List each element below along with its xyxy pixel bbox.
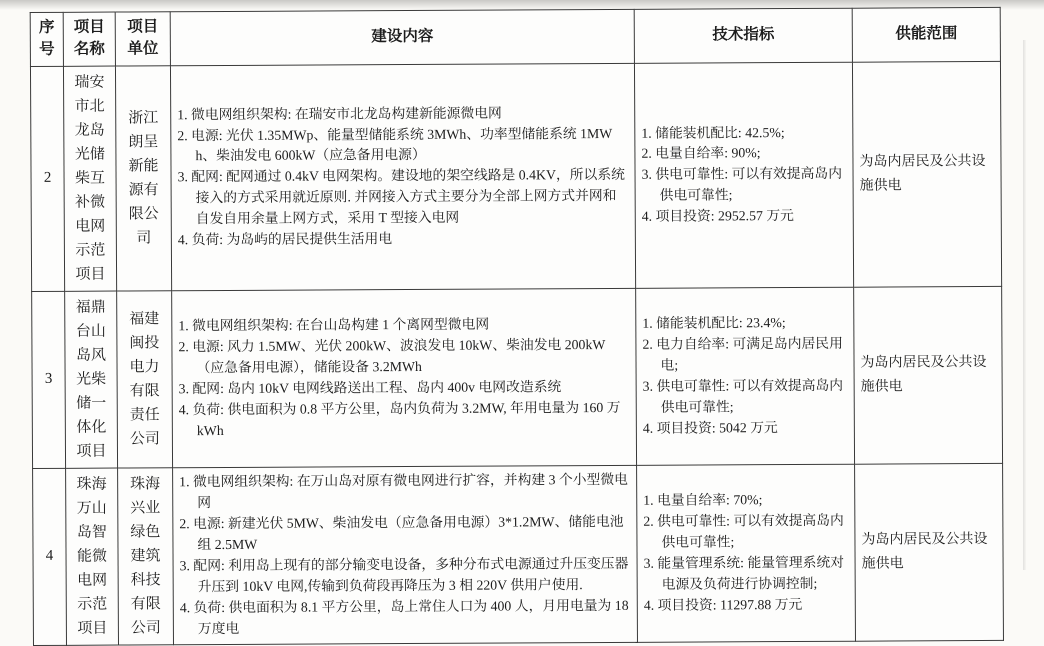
indicator-item: 1. 储能装机配比: 23.4%;: [642, 315, 786, 331]
col-header-construction: [170, 9, 634, 65]
col-header-project-unit: [115, 12, 170, 66]
col-header-index-label: 序号: [38, 18, 55, 59]
content-item: 4. 负荷: 为岛屿的居民提供生活用电: [177, 231, 393, 248]
technical-indicators: [637, 464, 856, 642]
row-index: 4: [33, 468, 67, 645]
content-item: 3. 配网: 利用岛上现有的部分输变电设备，多种分布式电源通过升压变压器升压到 10kV 电网,传输到负荷段再降压为 3 相 220V 供用户使用.: [179, 555, 629, 595]
content-item: 2. 电源: 风力 1.5MW、光伏 200kW、波浪发电 10kW、柴油发电 200kW（应急备用电源），储能设备 3.2MWh: [178, 336, 606, 376]
indicator-item: 3. 供电可靠性: 可以有效提高岛内供电可靠性;: [641, 166, 843, 204]
indicator-item: 3. 供电可靠性: 可以有效提高岛内供电可靠性;: [642, 377, 844, 415]
indicator-item: 4. 项目投资: 2952.57 万元: [641, 208, 794, 225]
col-header-project-name-label: 项目名称: [73, 18, 105, 59]
technical-indicators: [634, 62, 853, 288]
supply-scope: 为岛内居民及公共设施供电: [855, 463, 1004, 641]
construction-content: [173, 465, 638, 644]
scanned-document: [30, 7, 1004, 646]
content-item: 1. 微电网组织架构: 在万山岛对原有微电网进行扩容，并构建 3 个小型微电网: [179, 471, 628, 511]
content-item: 1. 微电网组织架构: 在台山岛构建 1 个离网型微电网: [178, 316, 490, 334]
content-item: 4. 负荷: 供电面积为 0.8 平方公里，岛内负荷为 3.2MW, 年用电量为 160 万 kWh: [178, 399, 621, 439]
construction-content: [172, 288, 637, 467]
page-edge-shadow: [1023, 40, 1026, 570]
col-header-supply-scope-label: 供能范围: [895, 25, 958, 43]
row-index: 3: [32, 291, 66, 468]
project-unit: 珠海兴业绿色建筑科技有限公司: [118, 468, 174, 645]
content-item: 2. 电源: 光伏 1.35MWp、能量型储能系统 3MWh、功率型储能系统 1MWh、柴油发电 600kW（应急备用电源）: [177, 125, 613, 164]
project-name: 瑞安市北龙岛光储柴互补微电网示范项目: [63, 66, 116, 291]
indicator-item: 2. 电力自给率: 可满足岛内居民用电;: [642, 335, 843, 373]
indicator-item: 4. 项目投资: 11297.88 万元: [643, 596, 803, 613]
supply-scope: 为岛内居民及公共设施供电: [852, 61, 1001, 287]
content-item: 1. 微电网组织架构: 在瑞安市北龙岛构建新能源微电网: [177, 105, 502, 122]
col-header-construction-label: 建设内容: [371, 28, 434, 46]
microgrid-projects-table: [30, 7, 1004, 646]
indicator-item: 3. 能量管理系统: 能量管理系统对电源及负荷进行协调控制;: [643, 554, 845, 592]
col-header-supply-scope: [852, 7, 1000, 62]
supply-scope: 为岛内居民及公共设施供电: [854, 286, 1003, 464]
project-name: 珠海万山岛智能微电网示范项目: [66, 468, 119, 645]
project-unit: 福建闽投电力有限责任公司: [117, 291, 173, 468]
col-header-indicators: [634, 8, 852, 63]
project-unit: 浙江朗呈新能源有限公司: [115, 66, 171, 291]
table-row-project-3: [32, 286, 1003, 468]
construction-content: [170, 63, 635, 290]
technical-indicators: [636, 287, 855, 465]
col-header-project-unit-label: 项目单位: [127, 18, 159, 58]
col-header-indicators-label: 技术指标: [712, 26, 775, 44]
content-item: 3. 配网: 配网通过 0.4kV 电网架构。建设地的架空线路是 0.4KV，所以系统接入的方式采用就近原则. 并网接入方式主要分为全部上网方式并网和自发自用余量上网方式，采用 T 型接入电网: [177, 167, 625, 227]
indicator-item: 4. 项目投资: 5042 万元: [642, 419, 778, 436]
table-row-project-4: [33, 463, 1004, 645]
content-item: 2. 电源: 新建光伏 5MW、柴油发电（应急备用电源）3*1.2MW、储能电池组 2.5MW: [179, 513, 624, 553]
indicator-item: 1. 储能装机配比: 42.5%;: [641, 124, 785, 141]
row-index: 2: [30, 66, 64, 291]
header-row: [30, 7, 1000, 66]
indicator-item: 2. 电量自给率: 90%;: [641, 145, 761, 162]
table-row-project-2: [30, 61, 1001, 291]
indicator-item: 2. 供电可靠性: 可以有效提高岛内供电可靠性;: [643, 512, 844, 550]
col-header-index: [30, 12, 63, 66]
col-header-project-name: [63, 12, 115, 66]
content-item: 3. 配网: 岛内 10kV 电网线路送出工程、岛内 400v 电网改造系统: [178, 379, 562, 397]
indicator-item: 1. 电量自给率: 70%;: [643, 492, 763, 508]
project-name: 福鼎台山岛风光柴储一体化项目: [65, 291, 118, 468]
content-item: 4. 负荷: 供电面积为 8.1 平方公里，岛上常住人口为 400 人，月用电量为 18 万度电: [179, 597, 629, 636]
